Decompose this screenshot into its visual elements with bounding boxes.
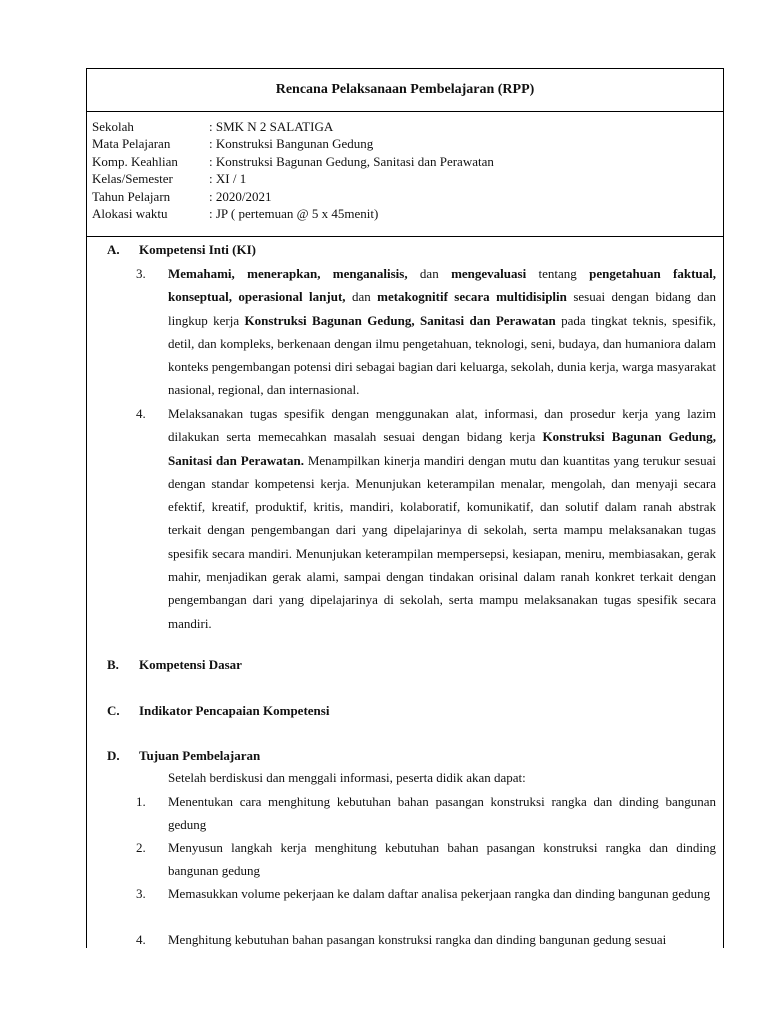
bold-text-run: Konstruksi Bagunan Gedung, Sanitasi dan Perawatan: [244, 312, 556, 328]
info-value: : JP ( pertemuan @ 5 x 45menit): [209, 206, 379, 222]
info-label: Alokasi waktu: [92, 206, 168, 222]
text-run: pada tingkat teknis, spesifik, detil, dan kompleks, berkenaan dengan ilmu pengetahuan, teknologi, seni, budaya, dan humaniora dalam konteks pengembangan potensi diri sebagai bagian dari keluarga, sekolah, dunia kerja, warga masyarakat nasional, regional, dan internasional.: [168, 312, 716, 398]
item-number: 1.: [136, 794, 146, 809]
item-number: 3.: [136, 266, 146, 281]
info-value: : Konstruksi Bagunan Gedung, Sanitasi dan Perawatan: [209, 153, 494, 169]
section-letter: B.: [107, 657, 119, 672]
info-value: : 2020/2021: [209, 188, 272, 204]
info-value: : XI / 1: [209, 171, 247, 187]
info-label: Tahun Pelajarn: [92, 188, 171, 204]
text-run: dan: [345, 289, 378, 305]
text-run: tentang: [526, 266, 590, 281]
item-text: Menentukan cara menghitung kebutuhan bahan pasangan konstruksi rangka dan dinding bangunan gedung: [168, 794, 716, 833]
document-title: Rencana Pelaksanaan Pembelajaran (RPP): [87, 69, 723, 112]
info-value: : SMK N 2 SALATIGA: [209, 119, 334, 134]
identity-block: [87, 112, 723, 237]
section-d-heading: [107, 746, 260, 766]
section-title: Indikator Pencapaian Kompetensi: [139, 703, 330, 718]
item-number: 3.: [136, 886, 146, 901]
section-letter: D.: [107, 748, 120, 763]
section-title: Kompetensi Dasar: [139, 657, 242, 672]
info-school: [92, 118, 723, 135]
section-a-heading: [107, 240, 256, 260]
section-title: Tujuan Pembelajaran: [139, 748, 261, 763]
text-run: Menampilkan kinerja mandiri dengan mutu dan kuantitas yang terukur sesuai dengan standar kompetensi kerja. Menunjukan keterampilan menalar, mengolah, dan menyaji secara efektif, kreatif, produktif, kritis, mandiri, kolaboratif, komunikatif, dan solutif dalam ranah abstrak terkait dengan pengembangan dari yang dipelajarinya di sekolah, serta mampu melaksanakan tugas spesifik secara mandiri. Menunjukan keterampilan mempersepsi, kesiapan, meniru, membiasakan, gerak mahir, menjadikan gerak alami, sampai dengan tindakan orisinal dalam ranah konkret terkait dengan pengembangan dari yang dipelajarinya di sekolah, serta mampu melaksanakan tugas spesifik secara mandiri.: [168, 452, 716, 631]
item-text: Memasukkan volume pekerjaan ke dalam daftar analisa pekerjaan rangka dan dinding bangunan gedung: [168, 886, 711, 901]
bold-text-run: mengevaluasi: [451, 266, 527, 281]
info-label: Komp. Keahlian: [92, 153, 178, 169]
section-letter: C.: [107, 703, 120, 718]
bold-text-run: Memahami, menerapkan, menganalisis,: [168, 266, 408, 281]
objective-item-4: [136, 928, 716, 951]
item-number: 4.: [136, 932, 146, 947]
bold-text-run: pengetahuan faktual, konseptual, operasional lanjut,: [168, 266, 717, 305]
item-number: 4.: [136, 406, 146, 421]
info-school-year: [92, 188, 723, 205]
item-text: Menghitung kebutuhan bahan pasangan konstruksi rangka dan dinding bangunan gedung sesuai: [168, 932, 667, 947]
section-b-heading: [107, 655, 242, 675]
info-competency: [92, 153, 723, 170]
item-text: Menyusun langkah kerja menghitung kebutuhan bahan pasangan konstruksi rangka dan dinding bangunan gedung: [168, 840, 716, 879]
info-label: Kelas/Semester: [92, 171, 173, 187]
objective-item-3: [136, 882, 716, 905]
info-label: Mata Pelajaran: [92, 136, 171, 152]
text-run: Melaksanakan tugas spesifik dengan menggunakan alat, informasi, dan prosedur kerja yang lazim dilakukan serta memecahkan masalah sesuai dengan bidang kerja: [168, 406, 716, 445]
objective-item-1: [136, 790, 716, 837]
item-number: 2.: [136, 840, 146, 855]
ki-item-3: [136, 262, 716, 402]
info-value: : Konstruksi Bangunan Gedung: [209, 136, 374, 152]
section-letter: A.: [107, 242, 120, 257]
rpp-document: [86, 68, 724, 948]
info-subject: [92, 135, 723, 152]
info-label: Sekolah: [92, 119, 134, 134]
info-time-allocation: [92, 205, 723, 222]
text-run: sesuai dengan bidang dan lingkup kerja: [168, 289, 717, 328]
bold-text-run: metakognitif secara multidisiplin: [377, 289, 567, 305]
objective-item-2: [136, 836, 716, 883]
item-text: [168, 262, 716, 402]
item-text: [168, 402, 716, 635]
section-c-heading: [107, 701, 329, 721]
section-d-intro: Setelah berdiskusi dan menggali informasi, peserta didik akan dapat:: [168, 770, 526, 785]
info-class-semester: [92, 170, 723, 187]
ki-item-4: [136, 402, 716, 635]
bold-text-run: Konstruksi Bagunan Gedung, Sanitasi dan Perawatan.: [168, 429, 716, 468]
text-run: dan: [407, 266, 452, 281]
section-title: Kompetensi Inti (KI): [139, 242, 256, 257]
